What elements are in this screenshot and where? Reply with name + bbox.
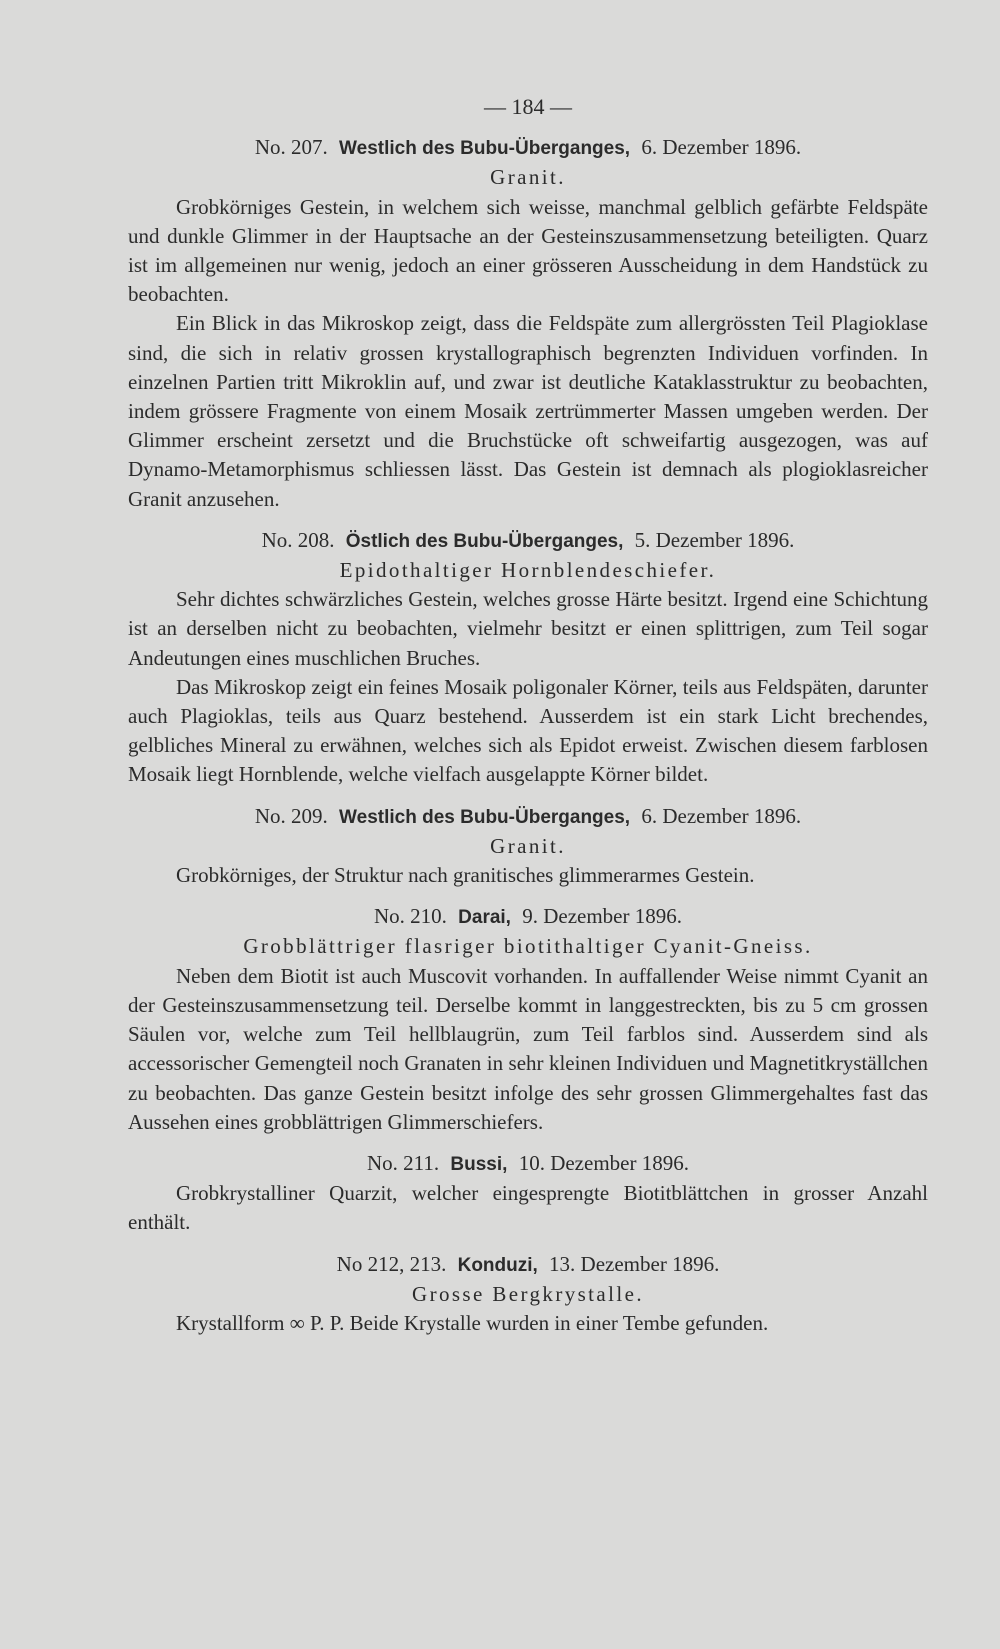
page-number: — 184 — (484, 94, 572, 119)
entry-number: No. 207. (254, 135, 328, 160)
entry-number: No. 210. (373, 904, 447, 929)
entry-number: No. 209. (254, 803, 328, 828)
paragraph: Sehr dichtes schwärzliches Gestein, welches grosse Härte besitzt. Irgend eine Schichtung ist an derselben nicht zu beobachten, vielmehr besitzt er einen splittrigen, zum Teil sogar Andeutungen eines muschlichen Bruches. (128, 587, 928, 670)
entry-number: No. 208. (261, 527, 335, 552)
entry-header (128, 802, 928, 832)
entry-location: Westlich des Bubu-Überganges, (339, 138, 631, 160)
paragraph: Das Mikroskop zeigt ein feines Mosaik poligonaler Körner, teils aus Feldspäten, darunter auch Plagioklas, teils aus Quarz bestehend. Ausserdem ist ein stark Licht brechendes, gelbliches Mineral zu erwähnen, welches sich als Epidot erweist. Zwischen diesem farblosen Mosaik liegt Hornblende, welche vielfach ausgelappte Körner bildet. (128, 674, 928, 787)
paragraph: Ein Blick in das Mikroskop zeigt, dass die Feldspäte zum allergrössten Teil Plagioklase sind, die sich in relativ grossen krystallographisch begrenzten Individuen vorfinden. In einzelnen Partien tritt Mikroklin auf, und zwar ist deutliche Kataklasstruktur zu beobachten, indem grössere Fragmente von einem Mosaik zertrümmerter Massen umgeben werden. Der Glimmer erscheint zersetzt und die Bruchstücke oft schweifartig ausgezogen, was auf Dynamo-Metamorphismus schliessen lässt. Das Gestein ist demnach als plogioklasreicher Granit anzusehen. (128, 311, 928, 511)
paragraph: Neben dem Biotit ist auch Muscovit vorhanden. In auffallender Weise nimmt Cyanit an der Gesteinszusammensetzung teil. Derselbe kommt in langgestreckten, bis zu 5 cm grossen Säulen vor, welche zum Teil hellblaugrün, zum Teil farblos sind. Ausserdem sind als accessorischer Gemengteil noch Granaten in sehr kleinen Individuen und Magnetitkryställchen zu beobachten. Das ganze Gestein besitzt infolge des sehr grossen Glimmergehaltes fast das Aussehen eines grobblättrigen Glimmerschiefers. (128, 963, 928, 1134)
rock-name: Grobblättriger flasriger biotithaltiger Cyanit-Gneiss. (243, 934, 813, 959)
entry-header (128, 902, 928, 932)
paragraph: Krystallform ∞ P. P. Beide Krystalle wurden in einer Tembe gefunden. (176, 1310, 769, 1335)
entry-date: 9. Dezember 1896. (522, 904, 682, 929)
entry-header (128, 526, 928, 556)
entry-location: Bussi, (450, 1153, 508, 1175)
entry-number: No 212, 213. (336, 1251, 447, 1276)
rock-name: Granit. (490, 165, 566, 190)
entry-location: Östlich des Bubu-Überganges, (345, 530, 624, 552)
rock-name: Grosse Bergkrystalle. (412, 1281, 644, 1306)
entry-location: Darai, (458, 907, 511, 929)
rock-name: Granit. (490, 833, 566, 858)
entry-date: 13. Dezember 1896. (549, 1251, 720, 1276)
entry-header (128, 1149, 928, 1179)
entry-header (128, 133, 928, 163)
entry-date: 10. Dezember 1896. (518, 1150, 689, 1175)
entry-location: Westlich des Bubu-Überganges, (339, 806, 631, 828)
rock-name: Epidothaltiger Hornblendeschiefer. (339, 558, 717, 583)
entry-date: 6. Dezember 1896. (641, 135, 802, 160)
paragraph: Grobkörniges Gestein, in welchem sich weisse, manchmal gelblich gefärbte Feldspäte und dunkle Glimmer in der Hauptsache an der Gesteinszusammensetzung beteiligten. Quarz ist im allgemeinen nur wenig, jedoch an einer grösseren Ausscheidung in dem Handstück zu beobachten. (128, 194, 928, 307)
paragraph: Grobkrystalliner Quarzit, welcher eingesprengte Biotitblättchen in grosser Anzahl enthält. (128, 1181, 928, 1235)
entry-header (128, 1250, 928, 1280)
entry-date: 5. Dezember 1896. (634, 527, 795, 552)
entry-location: Konduzi, (457, 1254, 538, 1276)
entry-date: 6. Dezember 1896. (641, 803, 802, 828)
paragraph: Grobkörniges, der Struktur nach granitisches glimmerarmes Gestein. (176, 863, 755, 888)
entry-number: No. 211. (367, 1150, 440, 1175)
text-column (128, 92, 928, 1338)
